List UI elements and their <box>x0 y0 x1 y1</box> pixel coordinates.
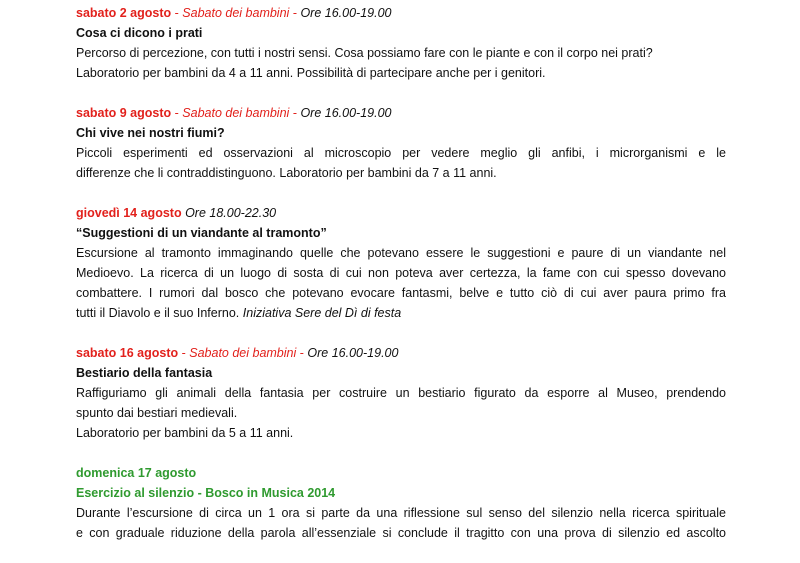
event-time: Ore 18.00-22.30 <box>185 206 277 220</box>
separator: - <box>299 346 308 360</box>
description-line: Medioevo. La ricerca di un luogo di sosta di cui non poteva aver certezza, la fame con cui spesso dovevano <box>76 266 726 280</box>
event-date: sabato 16 agosto <box>76 346 179 360</box>
event-description <box>76 503 726 543</box>
event-description <box>76 383 726 443</box>
description-line: Piccoli esperimenti ed osservazioni al microscopio per vedere meglio gli anfibi, i microrganismi e le <box>76 146 726 160</box>
event-item <box>76 203 726 323</box>
description-line <box>76 303 726 323</box>
event-subtitle: Sabato dei bambini <box>189 346 297 360</box>
event-header <box>76 343 726 363</box>
description-text: tutti il Diavolo e il suo Inferno. <box>76 306 240 320</box>
description-line: Escursione al tramonto immaginando quelle che potevano essere le suggestioni e paure di un viandante nel <box>76 246 726 260</box>
event-description <box>76 243 726 323</box>
separator: - <box>181 346 190 360</box>
event-title: Chi vive nei nostri fiumi? <box>76 126 225 140</box>
description-line: spunto dai bestiari medievali. <box>76 406 238 420</box>
event-item <box>76 103 726 183</box>
event-date: giovedì 14 agosto <box>76 206 182 220</box>
event-date: sabato 9 agosto <box>76 106 172 120</box>
event-header <box>76 203 726 223</box>
separator: - <box>292 6 301 20</box>
initiative-note: Iniziativa Sere del Dì di festa <box>242 306 402 320</box>
description-line: Laboratorio per bambini da 4 a 11 anni. Possibilità di partecipare anche per i genitori. <box>76 66 546 80</box>
event-title: Esercizio al silenzio - Bosco in Musica 2014 <box>76 486 336 500</box>
event-time: Ore 16.00-19.00 <box>307 346 399 360</box>
event-item <box>76 463 726 543</box>
description-line: differenze che li contraddistinguono. Laboratorio per bambini da 7 a 11 anni. <box>76 166 497 180</box>
event-description <box>76 43 726 83</box>
event-item <box>76 343 726 443</box>
event-time: Ore 16.00-19.00 <box>300 6 392 20</box>
event-time: Ore 16.00-19.00 <box>300 106 392 120</box>
event-title: Cosa ci dicono i prati <box>76 26 203 40</box>
event-date: domenica 17 agosto <box>76 466 197 480</box>
event-subtitle: Sabato dei bambini <box>182 106 290 120</box>
description-line: combattere. I rumori dal bosco che potevano evocare fantasmi, belve e tutto ciò di cui aver paura primo fra <box>76 286 726 300</box>
event-header <box>76 103 726 123</box>
separator: - <box>174 106 183 120</box>
separator: - <box>292 106 301 120</box>
separator: - <box>174 6 183 20</box>
event-date: sabato 2 agosto <box>76 6 172 20</box>
description-line: e con graduale riduzione della parola all’essenziale si conclude il tragitto con una prova di silenzio ed ascolto <box>76 526 726 540</box>
event-title: “Suggestioni di un viandante al tramonto” <box>76 226 327 240</box>
description-line: Raffiguriamo gli animali della fantasia per costruire un bestiario figurato da esporre al Museo, prendendo <box>76 386 726 400</box>
program-page <box>76 3 726 563</box>
description-line: Percorso di percezione, con tutti i nostri sensi. Cosa possiamo fare con le piante e con il corpo nei prati? <box>76 46 653 60</box>
description-line: Durante l’escursione di circa un 1 ora si parte da una riflessione sul senso del silenzio nella ricerca spirituale <box>76 506 726 520</box>
event-description <box>76 143 726 183</box>
event-item <box>76 3 726 83</box>
description-line: Laboratorio per bambini da 5 a 11 anni. <box>76 426 294 440</box>
event-header <box>76 463 726 483</box>
event-header <box>76 3 726 23</box>
event-title: Bestiario della fantasia <box>76 366 213 380</box>
event-subtitle: Sabato dei bambini <box>182 6 290 20</box>
